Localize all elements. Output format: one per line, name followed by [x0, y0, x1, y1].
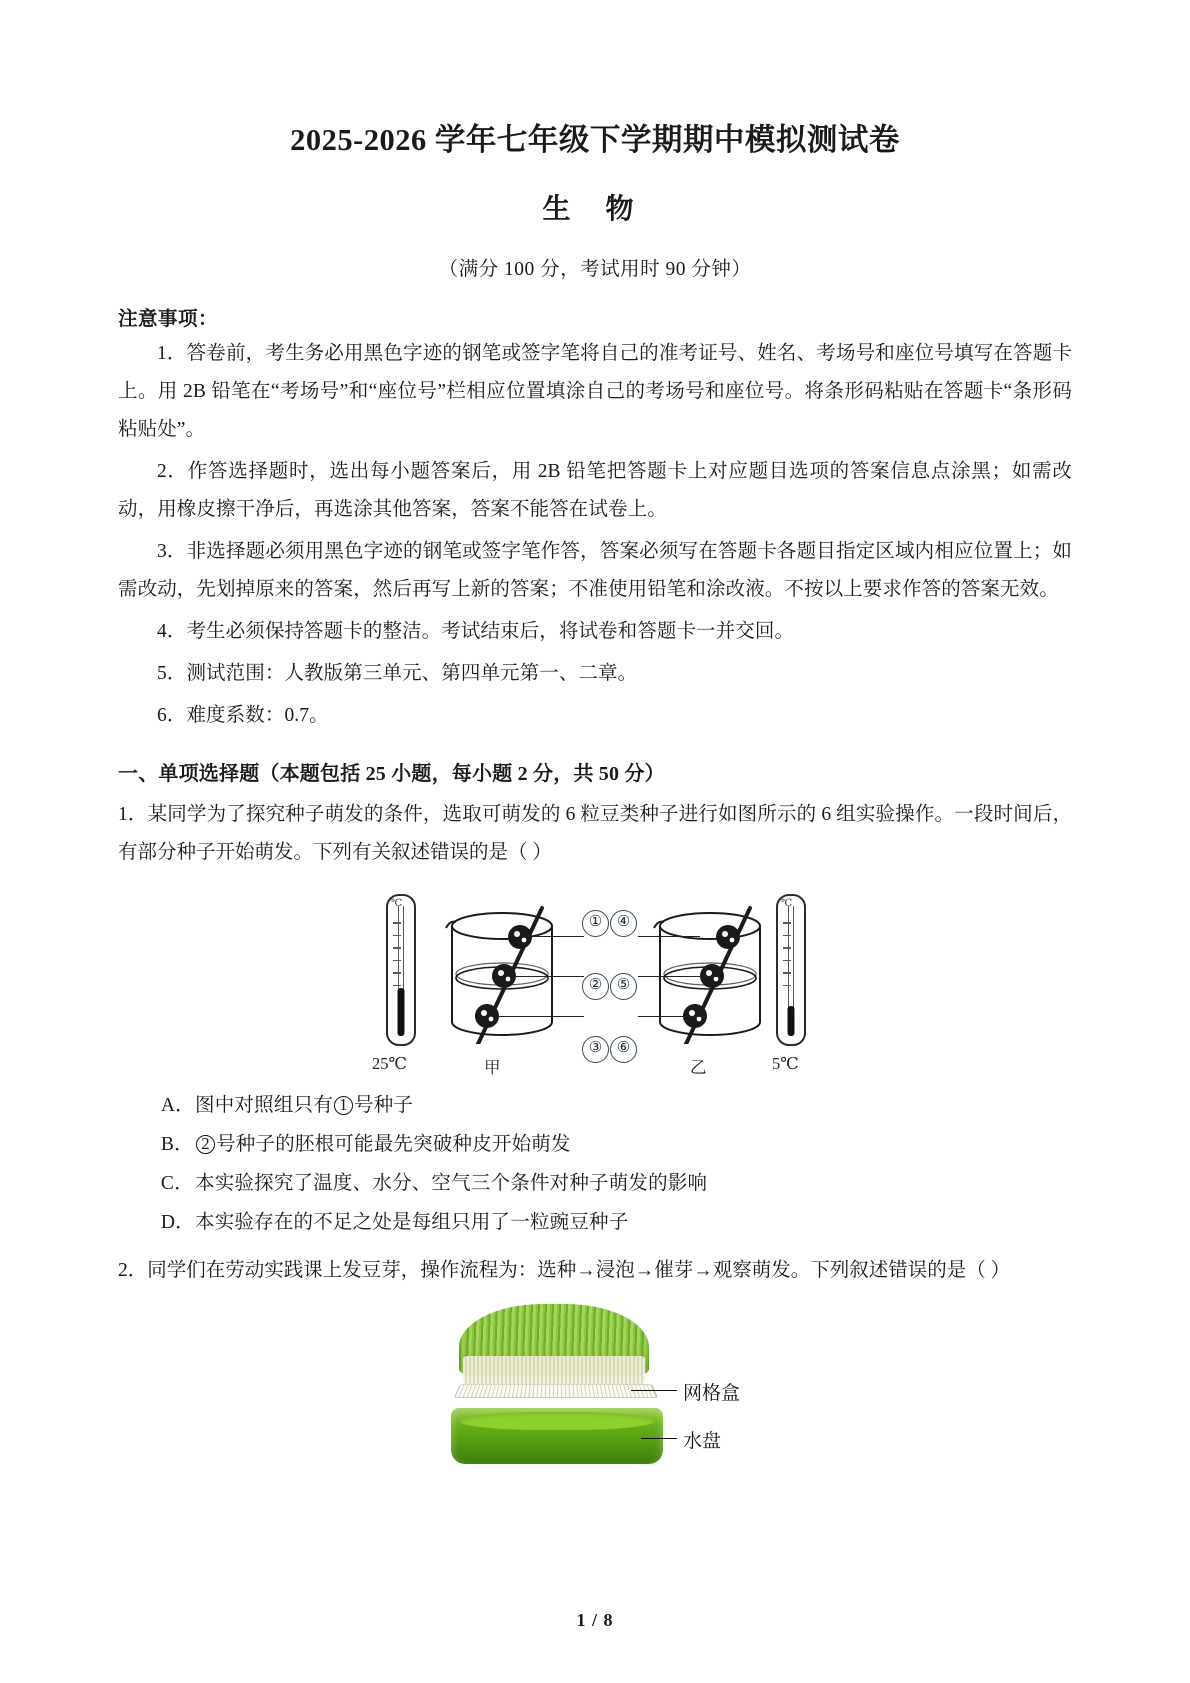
label-water-tray: 水盘	[683, 1431, 722, 1453]
seed-label-5: ⑤	[610, 973, 637, 1000]
leader-line-6	[638, 1016, 706, 1017]
notice-item-6: 6．难度系数：0.7。	[157, 705, 329, 727]
caption-beaker-yi: 乙	[690, 1058, 707, 1078]
leader-line-3	[496, 1016, 584, 1017]
leader-line-4	[638, 936, 700, 937]
thermometer-right-icon: ℃	[776, 894, 806, 1046]
option-b-circled-number: 2	[196, 1135, 215, 1154]
notice-heading: 注意事项：	[118, 309, 219, 331]
notice-item-3: 3．非选择题必须用黑色字迹的钢笔或签字笔作答，答案必须写在答题卡各题目指定区域内相应位置上；如需改动，先划掉原来的答案，然后再写上新的答案；不准使用铅笔和涂改液。不按以上要求作答的答案无效。	[118, 541, 1072, 601]
subject-title: 生 物	[542, 194, 648, 226]
seed-label-2: ②	[582, 973, 609, 1000]
water-tray-icon	[451, 1408, 663, 1464]
question-2-line1: 同学们在劳动实践课上发豆芽，操作流程为：选种→浸泡→催芽→观察萌发。下列叙述错误的是（ ）	[147, 1260, 1011, 1282]
question-1-line1: 某同学为了探究种子萌发的条件，选取可萌发的 6 粒豆类种子进行如图所示的 6 组实验操作。一段时间	[147, 804, 1033, 826]
leader-line-mesh-box	[631, 1390, 677, 1391]
option-a-pre: 图中对照组只有	[195, 1095, 333, 1117]
beaker-yi-icon	[646, 904, 774, 1044]
notice-item-4: 4．考生必须保持答题卡的整洁。考试结束后，将试卷和答题卡一并交回。	[157, 621, 795, 643]
option-a-post: 号种子	[354, 1095, 414, 1117]
sprout-stems-icon	[463, 1356, 645, 1384]
option-c-text: 本实验探究了温度、水分、空气三个条件对种子萌发的影响	[195, 1173, 708, 1195]
option-c-letter: C．	[160, 1173, 194, 1195]
seed-label-1: ①	[582, 910, 609, 937]
leader-line-water-tray	[641, 1438, 677, 1439]
option-d[interactable]	[118, 1203, 1072, 1242]
question-1-stem	[118, 796, 1072, 872]
option-b[interactable]	[118, 1125, 1072, 1164]
option-b-letter: B．	[160, 1134, 194, 1156]
leader-line-2	[512, 976, 584, 977]
beaker-jia-icon	[438, 904, 566, 1044]
seed-label-4: ④	[610, 910, 637, 937]
question-2-number: 2．	[118, 1260, 148, 1282]
seed-label-3: ③	[582, 1036, 609, 1063]
notice-item-5: 5．测试范围：人教版第三单元、第四单元第一、二章。	[157, 663, 638, 685]
leader-line-1	[528, 936, 584, 937]
seed-label-6: ⑥	[610, 1036, 637, 1063]
option-c[interactable]	[118, 1164, 1072, 1203]
figure-seed-germination-beakers	[118, 886, 1072, 1076]
caption-right-temperature: 5℃	[772, 1054, 799, 1074]
question-2-stem	[118, 1252, 1072, 1290]
question-1-line2: 后，有部分种子开始萌发。下列有关叙述错误的是（ ）	[118, 804, 1072, 864]
leader-line-5	[638, 976, 720, 977]
caption-beaker-jia: 甲	[484, 1058, 501, 1078]
page-title: 2025-2026 学年七年级下学期期中模拟测试卷	[290, 123, 900, 157]
figure-bean-sprout-tray	[118, 1304, 1072, 1479]
option-b-post: 号种子的胚根可能最先突破种皮开始萌发	[216, 1134, 571, 1156]
option-a-letter: A．	[160, 1095, 195, 1117]
exam-meta: （满分 100 分，考试用时 90 分钟）	[438, 259, 752, 281]
question-1-number: 1．	[118, 804, 148, 826]
caption-left-temperature: 25℃	[372, 1054, 407, 1074]
figure-captions	[360, 1054, 830, 1080]
notice-item-2: 2．作答选择题时，选出每小题答案后，用 2B 铅笔把答题卡上对应题目选项的答案信息点涂黑；如需改动，用橡皮擦干净后，再选涂其他答案，答案不能答在试卷上。	[118, 461, 1072, 521]
option-d-text: 本实验存在的不足之处是每组只用了一粒豌豆种子	[195, 1212, 629, 1234]
thermometer-left-icon: ℃	[386, 894, 416, 1046]
mesh-box-icon	[454, 1385, 658, 1399]
question-1-options	[118, 1086, 1072, 1242]
option-a-circled-number: 1	[334, 1096, 353, 1115]
section-heading-multiple-choice: 一、单项选择题（本题包括 25 小题，每小题 2 分，共 50 分）	[118, 763, 665, 786]
notice-item-1: 1．答卷前，考生务必用黑色字迹的钢笔或签字笔将自己的准考证号、姓名、考场号和座位号填写在答题卡上。用 2B 铅笔在“考场号”和“座位号”栏相应位置填涂自己的考场号和座位号。将条形码粘贴在答题卡“条形码粘贴处”。	[118, 343, 1072, 441]
option-d-letter: D．	[160, 1212, 195, 1234]
page-number: 1 / 8	[576, 1610, 614, 1630]
label-mesh-box: 网格盒	[683, 1383, 741, 1405]
